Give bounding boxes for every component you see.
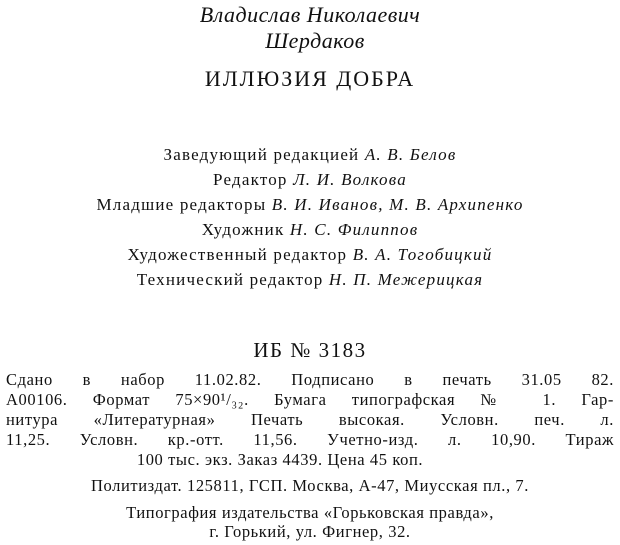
credit-name: В. И. Иванов, М. В. Архипенко bbox=[271, 195, 524, 214]
ib-number: ИБ № 3183 bbox=[253, 338, 367, 362]
credit-row bbox=[0, 170, 620, 190]
author-surname: Шердаков bbox=[265, 28, 365, 53]
credit-role: Младшие редакторы bbox=[96, 195, 267, 214]
credit-row bbox=[0, 195, 620, 215]
imprint-line: 11,25. Условн. кр.-отт. 11,56. Учетно-изд. л. 10,90. Тираж bbox=[6, 430, 614, 449]
credit-name: Н. П. Межерицкая bbox=[328, 270, 484, 289]
credit-row bbox=[0, 245, 620, 265]
credit-name: В. А. Тогобицкий bbox=[352, 245, 493, 264]
book-title: ИЛЛЮЗИЯ ДОБРА bbox=[204, 66, 416, 91]
credit-role: Художник bbox=[201, 220, 285, 239]
credit-name: Л. И. Волкова bbox=[293, 170, 407, 189]
imprint-line: нитура «Литературная» Печать высокая. Условн. печ. л. bbox=[6, 410, 614, 429]
author-first-names: Владислав Николаевич bbox=[199, 2, 421, 27]
imprint-line: 100 тыс. экз. Заказ 4439. Цена 45 коп. bbox=[136, 450, 424, 469]
credit-name: Н. С. Филиппов bbox=[289, 220, 419, 239]
printer-line: г. Горький, ул. Фигнер, 32. bbox=[209, 522, 411, 541]
credit-role: Заведующий редакцией bbox=[163, 145, 360, 164]
printer-line: Типография издательства «Горьковская правда», bbox=[126, 503, 494, 522]
imprint-line: Сдано в набор 11.02.82. Подписано в печать 31.05 82. bbox=[6, 370, 614, 389]
credit-role: Технический редактор bbox=[136, 270, 324, 289]
credit-row bbox=[0, 220, 620, 240]
credit-name: А. В. Белов bbox=[364, 145, 457, 164]
credit-role: Художественный редактор bbox=[127, 245, 348, 264]
credit-row bbox=[0, 270, 620, 290]
credit-row bbox=[0, 145, 620, 165]
credit-role: Редактор bbox=[213, 170, 288, 189]
publisher-line: Политиздат. 125811, ГСП. Москва, А-47, Миусская пл., 7. bbox=[91, 476, 529, 495]
imprint-line: А00106. Формат 75×90¹/₃₂. Бумага типографская № 1. Гар- bbox=[6, 390, 614, 409]
